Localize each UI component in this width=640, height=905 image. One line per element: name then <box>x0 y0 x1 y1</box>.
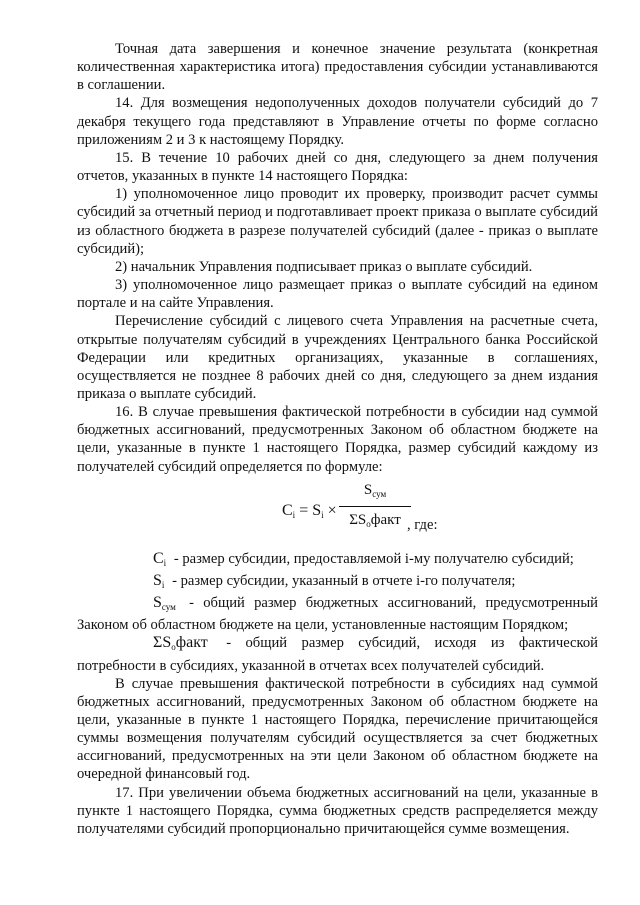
formula-where: , где: <box>407 516 438 533</box>
paragraph-15: 15. В течение 10 рабочих дней со дня, следующего за днем получения отчетов, указанных в пункте 14 настоящего Порядка: <box>77 149 598 185</box>
definition-sfact: $\Sigma S_oфакт$ - общий размер субсидий, исходя из фактической потребности в субсидиях, указанной в отчетах всех получателей субсидий. <box>77 634 598 674</box>
formula-lhs: $C_i = S_i$ × <box>282 501 337 520</box>
paragraph-16: 16. В случае превышения фактической потребности в субсидии над суммой бюджетных ассигнований, предусмотренных Законом об областном бюджете на цели, указанные в пункте 1 настоящего Порядка, размер субсидий каждому из получателей субсидий определяется по формуле: <box>77 404 598 475</box>
fraction-bar <box>339 506 411 507</box>
paragraph-17: 17. При увеличении объема бюджетных ассигнований на цели, указанные в пункте 1 настоящего Порядка, сумма бюджетных средств распределяется между получателями субсидий пропорционально причитающейся сумме возмещения. <box>77 784 598 837</box>
formula-denominator: $\Sigma S_oфакт$ <box>349 511 401 529</box>
paragraph-result-date: Точная дата завершения и конечное значение результата (конкретная количественная характеристика итога) предоставления субсидии устанавливаются в соглашении. <box>77 41 598 94</box>
paragraph-15-item-2: 2) начальник Управления подписывает приказ о выплате субсидий. <box>115 258 533 275</box>
definition-si: $S_i$ - размер субсидии, указанный в отчете i-го получателя; <box>153 571 516 590</box>
paragraph-transfer: Перечисление субсидий с лицевого счета Управления на расчетные счета, открытые получателям субсидий в учреждениях Центрального банка Российской Федерации или кредитных организациях, указанные в соглашениях, осуществляется не позднее 8 рабочих дней со дня, следующего за днем издания приказа о выплате субсидий. <box>77 313 598 402</box>
subsidy-formula <box>77 480 598 542</box>
paragraph-15-item-3: 3) уполномоченное лицо размещает приказ о выплате субсидий на едином портале и на сайте Управления. <box>77 277 598 312</box>
formula-fraction <box>339 480 411 534</box>
document-page <box>77 40 598 838</box>
paragraph-excess: В случае превышения фактической потребности в субсидиях над суммой бюджетных ассигнований, предусмотренных Законом об областном бюджете на цели, указанные в пункте 1 настоящего Порядка, перечисление причитающейся суммы возмещения получателям субсидий осуществляется за счет бюджетных ассигнований, предусмотренных на эти цели Законом об областном бюджете на очередной финансовый год. <box>77 675 598 783</box>
paragraph-15-item-1: 1) уполномоченное лицо проводит их проверку, производит расчет суммы субсидий за отчетный период и подготавливает проект приказа о выплате субсидий из областного бюджета в разрезе получателей субсидий (далее - приказ о выплате субсидий); <box>77 186 598 257</box>
formula-numerator: $S_{сум}$ <box>363 481 387 499</box>
definition-ssum: $S_{сум}$ - общий размер бюджетных ассигнований, предусмотренный Законом об областном бюджете на цели, установленные настоящим Порядком; <box>77 594 598 634</box>
definition-ci: $C_i$ - размер субсидии, предоставляемой i-му получателю субсидий; <box>153 549 574 568</box>
paragraph-14: 14. Для возмещения недополученных доходов получатели субсидий до 7 декабря текущего года представляют в Управление отчеты по форме согласно приложениям 2 и 3 к настоящему Порядку. <box>77 95 598 148</box>
